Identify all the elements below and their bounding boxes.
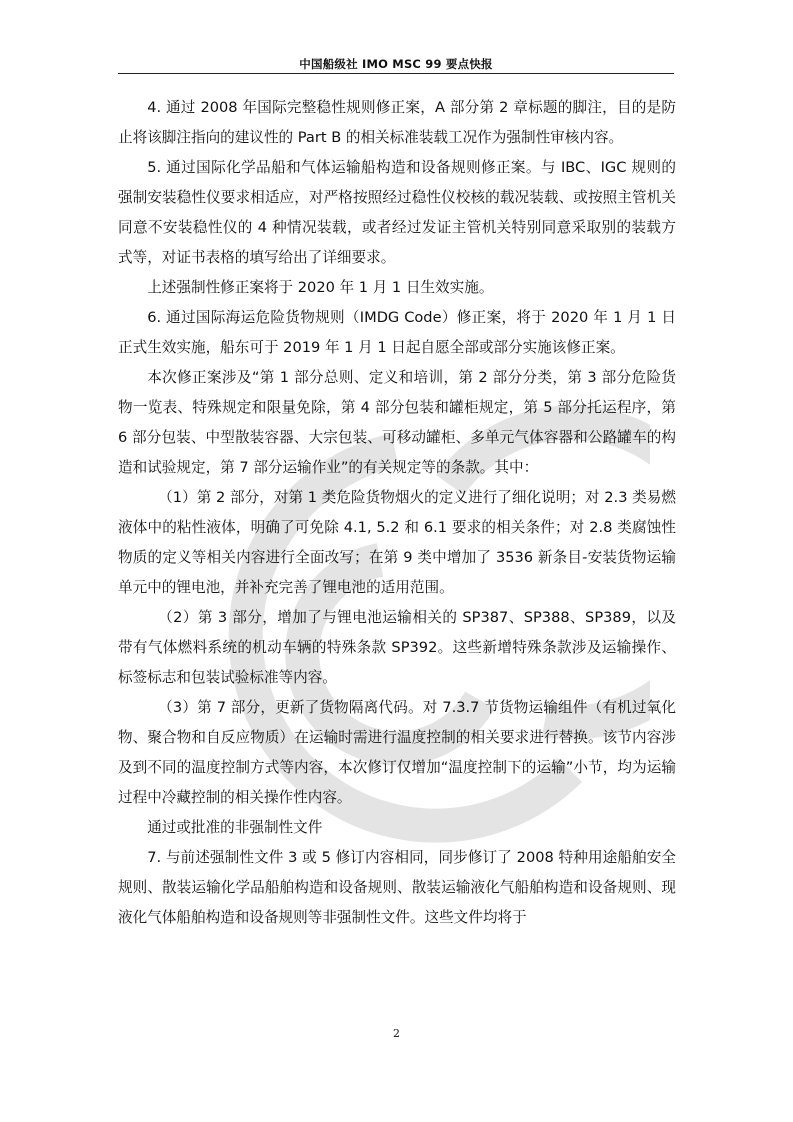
paragraph-item-7: 7. 与前述强制性文件 3 或 5 修订内容相同，同步修订了 2008 特种用途船舶安全规则、散装运输化学品船舶构造和设备规则、散装运输液化气船舶构造和设备规则、现液化气体船舶构造和设备规则等非强制性文件。这些文件均将于: [118, 849, 676, 926]
section-heading-non-mandatory: 通过或批准的非强制性文件: [147, 819, 323, 836]
paragraph-item-5: 5. 通过国际化学品船和气体运输船构造和设备规则修正案。与 IBC、IGC 规则的强制安装稳性仪要求相适应，对严格按照经过稳性仪校核的载况装载、或按照主管机关同意不安装稳性仪的 4 种情况装载，或者经过发证主管机关特别同意采取别的装载方式等，对证书表格的填写给出了详细要求。: [118, 159, 676, 266]
running-header: 中国船级社 IMO MSC 99 要点快报: [299, 57, 493, 71]
paragraph-effective-date: 上述强制性修正案将于 2020 年 1 月 1 日生效实施。: [147, 279, 494, 296]
paragraph-item-4: 4. 通过 2008 年国际完整稳性规则修正案，A 部分第 2 章标题的脚注，目的是防止将该脚注指向的建议性的 Part B 的相关标准装载工况作为强制性审核内容。: [118, 99, 676, 146]
paragraph-sub-3: （3）第 7 部分，更新了货物隔离代码。对 7.3.7 节货物运输组件（有机过氧化物、聚合物和自反应物质）在运输时需进行温度控制的相关要求进行替换。该节内容涉及到不同的温度控制方式等内容，本次修订仅增加“温度控制下的运输”小节，均为运输过程中冷藏控制的相关操作性内容。: [118, 699, 676, 806]
paragraph-amendment-scope: 本次修正案涉及“第 1 部分总则、定义和培训，第 2 部分分类，第 3 部分危险货物一览表、特殊规定和限量免除，第 4 部分包装和罐柜规定，第 5 部分托运程序，第 6 部分包装、中型散装容器、大宗包装、可移动罐柜、多单元气体容器和公路罐车的构造和试验规定，第 7 部分运输作业”的有关规定等的条款。其中：: [118, 369, 676, 476]
paragraph-sub-2: （2）第 3 部分，增加了与锂电池运输相关的 SP387、SP388、SP389，以及带有气体燃料系统的机动车辆的特殊条款 SP392。这些新增特殊条款涉及运输操作、标签标志和包装试验标准等内容。: [118, 609, 676, 686]
paragraph-sub-1: （1）第 2 部分，对第 1 类危险货物烟火的定义进行了细化说明；对 2.3 类易燃液体中的粘性液体，明确了可免除 4.1, 5.2 和 6.1 要求的相关条件；对 2.8 类腐蚀性物质的定义等相关内容进行全面改写；在第 9 类中增加了 3536 新条目-安装货物运输单元中的锂电池，并补充完善了锂电池的适用范围。: [118, 489, 676, 596]
page-number: 2: [393, 1027, 400, 1040]
body-text: [118, 93, 676, 933]
header-divider: [118, 73, 674, 74]
paragraph-item-6: 6. 通过国际海运危险货物规则（IMDG Code）修正案，将于 2020 年 1 月 1 日正式生效实施，船东可于 2019 年 1 月 1 日起自愿全部或部分实施该修正案。: [118, 309, 676, 356]
